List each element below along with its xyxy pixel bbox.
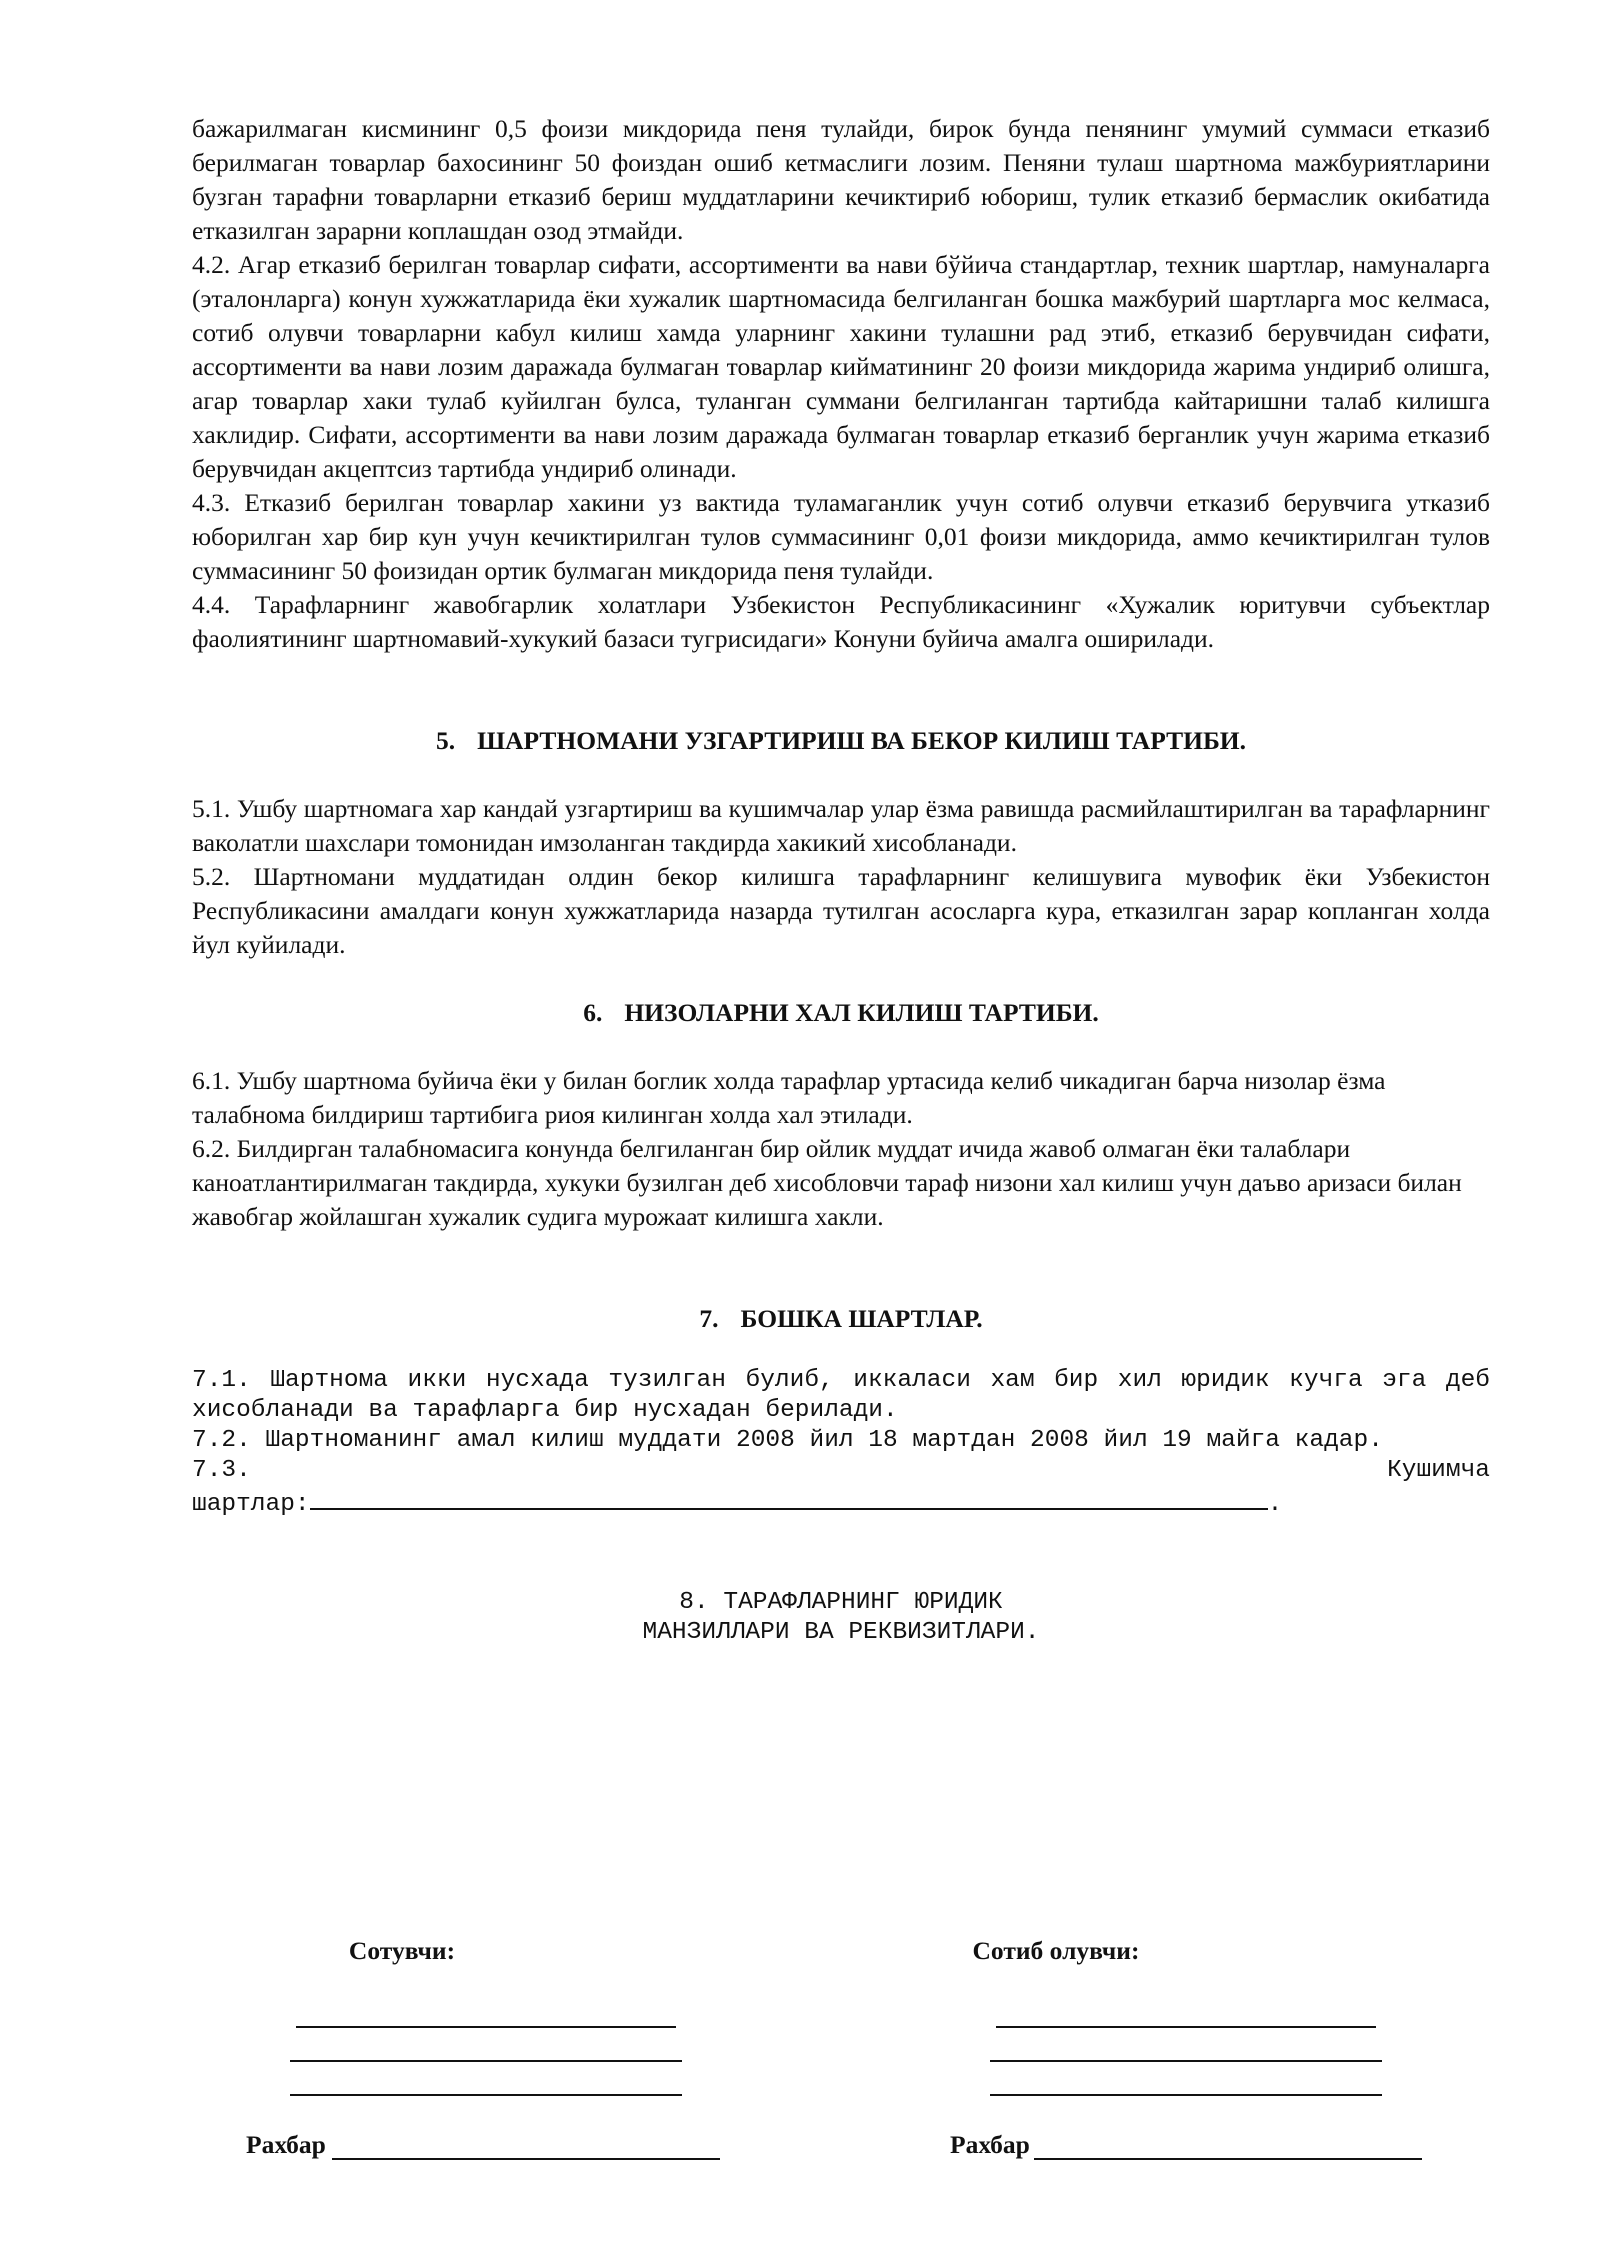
section-8-heading-line2: МАНЗИЛЛАРИ ВА РЕКВИЗИТЛАРИ.: [642, 1619, 1040, 1646]
clause-7-1: 7.1. Шартнома икки нусхада тузилган булиб, иккаласи хам бир хил юридик кучга эга деб хисобланади ва тарафларга бир нусхадан берилади.: [192, 1367, 1490, 1424]
clause-4-3: 4.3. Етказиб берилган товарлар хакини уз вактида туламаганлик учун сотиб олувчи етказиб берувчига утказиб юборилган хар бир кун учун кечиктирилган тулов суммасининг 0,01 фоизи микдорида, аммо кечиктирилган тулов суммасининг 50 фоизидан ортик булмаган микдорида пеня тулайди.: [192, 488, 1490, 585]
seller-blank-1[interactable]: [296, 2026, 676, 2028]
signature-block: [192, 1934, 1490, 2159]
clause-4-4: 4.4. Тарафларнинг жавобгарлик холатлари Узбекистон Республикасининг «Хужалик юритувчи субъектлар фаолиятининг шартномавий-хукукий базаси тугрисидаги» Конуни буйича амалга оширилади.: [192, 590, 1490, 653]
section-7-number: 7.: [699, 1304, 719, 1333]
section-6-title: НИЗОЛАРНИ ХАЛ КИЛИШ ТАРТИБИ.: [624, 998, 1099, 1027]
clause-7-3-cont-label: шартлар:: [192, 1491, 310, 1518]
section-4-continuation: бажарилмаган кисмининг 0,5 фоизи микдорида пеня тулайди, бирок бунда пенянинг умумий суммаси етказиб берилмаган товарлар бахосининг 50 фоиздан ошиб кетмаслиги лозим. Пеняни тулаш шартнома мажбуриятларини бузган тарафни товарларни етказиб бериш муддатларини кечиктириб юбориш, тулик етказиб бермаслик окибатида етказилган зарарни коплашдан озод этмайди.: [192, 114, 1490, 245]
section-6-number: 6.: [583, 998, 603, 1027]
seller-blank-2[interactable]: [290, 2060, 682, 2062]
section-6-heading: [192, 996, 1490, 1030]
seller-label: Сотувчи:: [348, 1936, 456, 1965]
clause-7-3-label: Кушимча: [1387, 1457, 1490, 1484]
buyer-blank-1[interactable]: [996, 2026, 1376, 2028]
clause-5-2: 5.2. Шартномани муддатидан олдин бекор килишга тарафларнинг келишувига мувофик ёки Узбекистон Республикасини амалдаги конун хужжатларида назарда тутилган асосларга кура, етказилган зарар копланган холда йул куйилади.: [192, 862, 1490, 959]
clause-4-2: 4.2. Агар етказиб берилган товарлар сифати, ассортименти ва нави бўйича стандартлар, техник шартлар, намуналарга (эталонларга) конун хужжатларида ёки хужалик шартномасида белгиланган бошка мажбурий шартларга мос келмаса, сотиб олувчи товарларни кабул килиш хамда уларнинг хакини тулашни рад этиб, етказиб берувчидан сифати, ассортименти ва нави лозим даражада булмаган товарлар кийматининг 20 фоизи микдорида жарима ундириб олишга, агар товарлар хаки тулаб куйилган булса, туланган суммани белгиланган тартибда кайтаришни талаб килишга хаклидир. Сифати, ассортименти ва нави лозим даражада булмаган товарлар етказиб берганлик учун жарима етказиб берувчидан акцептсиз тартибда ундириб олинади.: [192, 250, 1490, 483]
section-7-heading: [192, 1302, 1490, 1336]
additional-terms-blank[interactable]: [310, 1486, 1268, 1510]
clause-7-2: 7.2. Шартноманинг амал килиш муддати 2008 йил 18 мартдан 2008 йил 19 майга кадар.: [192, 1427, 1383, 1454]
clause-7-3-number: 7.3.: [192, 1457, 251, 1484]
seller-blank-3[interactable]: [290, 2094, 682, 2096]
section-5-title: ШАРТНОМАНИ УЗГАРТИРИШ ВА БЕКОР КИЛИШ ТАРТИБИ.: [477, 726, 1247, 755]
section-8-heading-line1: 8. ТАРАФЛАРНИНГ ЮРИДИК: [679, 1589, 1003, 1616]
seller-head-label: Рахбар: [246, 2130, 326, 2159]
clause-7-3-continuation: [192, 1486, 1490, 1520]
clause-6-2: 6.2. Билдирган талабномасига конунда белгиланган бир ойлик муддат ичида жавоб олмаган ёки талаблари каноатлантирилмаган такдирда, хукуки бузилган деб хисобловчи тараф низони хал килиш учун даъво аризаси билан жавобгар жойлашган хужалик судига мурожаат килишга хакли.: [192, 1134, 1462, 1231]
buyer-head-signature-line[interactable]: [1034, 2158, 1422, 2160]
document-page: [192, 112, 1490, 2159]
buyer-blank-3[interactable]: [990, 2094, 1382, 2096]
section-5-number: 5.: [435, 726, 456, 755]
clause-5-1: 5.1. Ушбу шартномага хар кандай узгартириш ва кушимчалар улар ёзма равишда расмийлаштирилган ва тарафларнинг ваколатли шахслари томонидан имзоланган такдирда хакикий хисобланади.: [192, 794, 1490, 857]
section-5-heading: [192, 724, 1490, 758]
buyer-label: Сотиб олувчи:: [972, 1936, 1140, 1965]
clause-7-3-line: [192, 1456, 1490, 1486]
buyer-head-label: Рахбар: [950, 2130, 1030, 2159]
seller-head-signature-line[interactable]: [332, 2158, 720, 2160]
section-7-title: БОШКА ШАРТЛАР.: [740, 1304, 983, 1333]
clause-7-3-end: .: [1267, 1491, 1283, 1518]
buyer-blank-2[interactable]: [990, 2060, 1382, 2062]
clause-6-1: 6.1. Ушбу шартнома буйича ёки у билан боглик холда тарафлар уртасида келиб чикадиган барча низолар ёзма талабнома билдириш тартибига риоя килинган холда хал этилади.: [192, 1066, 1386, 1129]
